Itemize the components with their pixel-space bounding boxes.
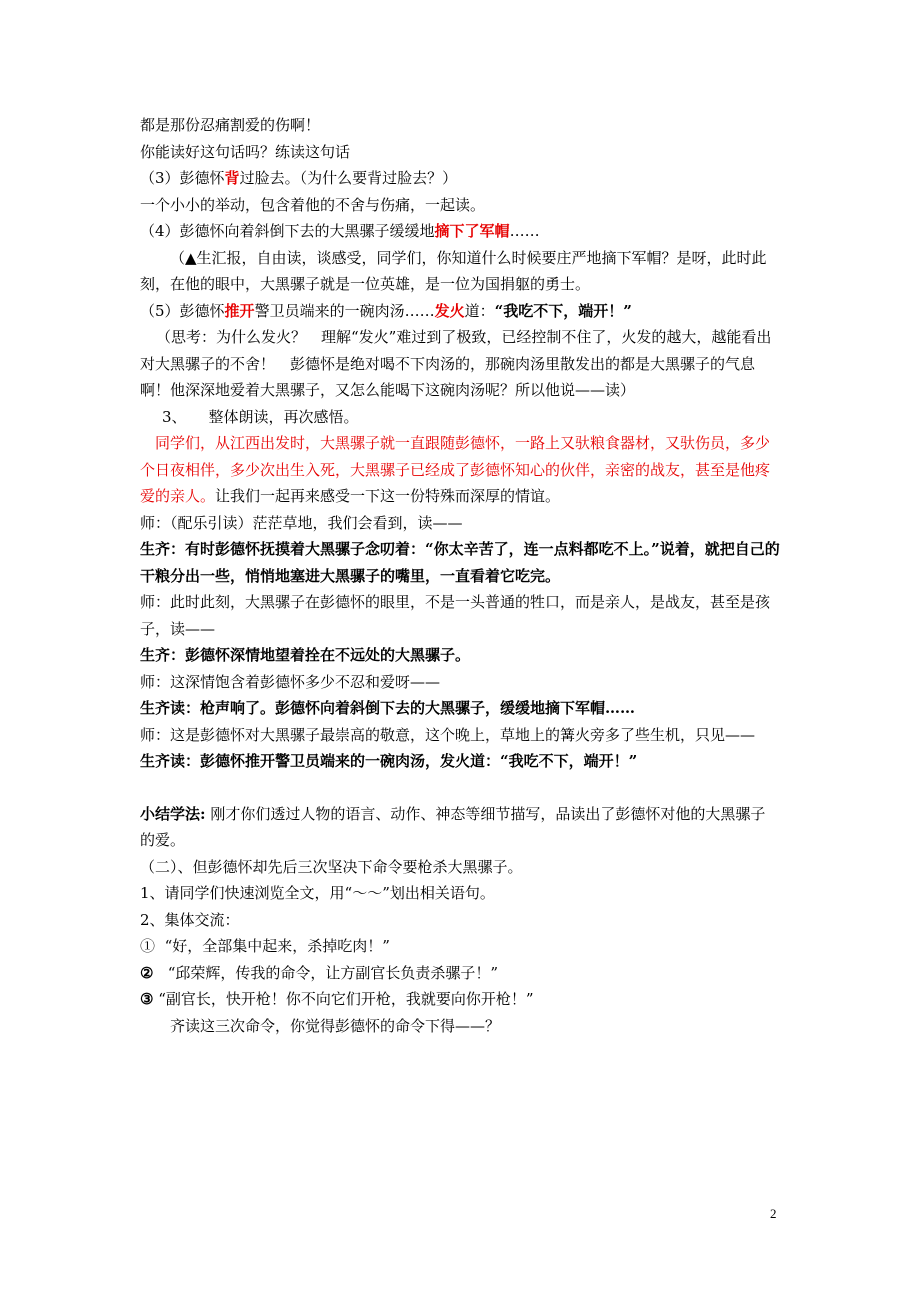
text-paragraph: [140, 801, 780, 854]
section-number: 3、: [162, 407, 187, 426]
text-line: （二）、但彭德怀却先后三次坚决下命令要枪杀大黑骡子。: [140, 857, 523, 876]
highlight-red: 摘下了军帽: [434, 222, 510, 240]
text-span: 警卫员端来的一碗肉汤……: [254, 301, 435, 320]
text-line: [140, 404, 780, 431]
text-line: 齐读这三次命令，你觉得彭德怀的命令下得——？: [170, 1016, 501, 1035]
text-line: 2、集体交流：: [140, 910, 240, 929]
text-line: [140, 748, 780, 775]
list-item: [140, 960, 780, 987]
text-paragraph: 师：此时此刻，大黑骡子在彭德怀的眼里，不是一头普通的牲口，而是亲人，是战友，甚至是孩子，读——: [140, 593, 771, 638]
text-line: [140, 298, 780, 325]
text-span: 过脸去。（为什么要背过脸去？）: [239, 169, 458, 187]
text-line: [140, 642, 780, 669]
section-title: 整体朗读，再次感悟。: [208, 407, 359, 426]
text-span: 枪声响了。彭德怀向着斜倒下去的大黑骡子，缓缓地摘下军帽……: [200, 699, 636, 717]
text-span: 道：: [464, 301, 495, 320]
document-body: [140, 112, 780, 1039]
text-paragraph: （思考：为什么发火？ 理解“发火”难过到了极致，已经控制不住了，火发的越大，越能看出对大黑骡子的不舍！ 彭德怀是绝对喝不下肉汤的，那碗肉汤里散发出的都是大黑骡子的气息啊！他深深地爱着大黑骡子，又怎么能喝下这碗肉汤呢？所以他说——读）: [140, 328, 772, 399]
text-paragraph: [140, 536, 780, 589]
speaker-label: 生齐：: [140, 646, 186, 664]
list-item: [140, 986, 780, 1013]
text-span: （4）彭德怀向着斜倒下去的大黑骡子缓缓地: [140, 222, 435, 240]
text-span: ……: [509, 222, 540, 240]
list-marker: ①: [140, 937, 156, 955]
text-line: 师：（配乐引读）茫茫草地，我们会看到，读——: [140, 513, 463, 532]
text-paragraph: [140, 430, 780, 510]
text-line: 师：这深情饱含着彭德怀多少不忍和爱呀——: [140, 672, 441, 691]
highlight-red: 背: [224, 169, 240, 187]
list-item: [140, 933, 780, 960]
text-line: 一个小小的举动，包含着他的不舍与伤痛，一起读。: [140, 195, 486, 214]
quote-bold: “我吃不下，端开！”: [494, 301, 632, 320]
text-line: 你能读好这句话吗？练读这句话: [140, 142, 351, 161]
text-line: 1、请同学们快速浏览全文，用“～～”划出相关语句。: [140, 884, 495, 902]
highlight-red: 推开: [224, 301, 255, 320]
text-line: [140, 218, 780, 245]
summary-label: 小结学法:: [140, 804, 206, 823]
text-span: 让我们一起再来感受一下这一份特殊而深厚的情谊。: [215, 487, 561, 505]
list-marker: ③: [140, 990, 154, 1008]
list-marker: ②: [140, 963, 154, 982]
highlight-red: 发火: [434, 301, 465, 320]
text-span: 彭德怀推开警卫员端来的一碗肉汤，发火道：“我吃不下，端开！”: [200, 752, 638, 770]
text-line: [140, 695, 780, 722]
text-paragraph: 师：这是彭德怀对大黑骡子最崇高的敬意，这个晚上，草地上的篝火旁多了些生机，只见——: [140, 725, 756, 744]
text-line: [140, 165, 780, 192]
blank-line: [140, 775, 780, 801]
speaker-label: 生齐读：: [140, 699, 201, 717]
text-span: “邱荣辉，传我的命令，让方副官长负责杀骡子！”: [167, 963, 499, 982]
text-span: 彭德怀深情地望着拴在不远处的大黑骡子。: [185, 646, 471, 664]
text-span: “副官长，快开枪！你不向它们开枪，我就要向你开枪！”: [158, 990, 534, 1008]
text-span: （3）彭德怀: [140, 169, 225, 187]
text-span: 刚才你们透过人物的语言、动作、神态等细节描写，品读出了彭德怀对他的大黑骡子的爱。: [140, 804, 766, 849]
page-number: 2: [770, 1206, 777, 1221]
speaker-label: 生齐：: [140, 540, 186, 558]
text-line: 都是那份忍痛割爱的伤啊！: [140, 116, 321, 134]
text-span: 有时彭德怀抚摸着大黑骡子念叨着：“你太辛苦了，连一点料都吃不上。”说着，就把自己的干粮分出一些，悄悄地塞进大黑骡子的嘴里，一直看着它吃完。: [140, 540, 780, 585]
text-red: 同学们，从江西出发时，大黑骡子就一直跟随彭德怀，一路上又驮粮食器材，又驮伤员，多少个日夜相伴，多少次出生入死，大黑骡子已经成了彭德怀知心的伙伴，亲密的战友，甚至是他疼爱的亲人。: [140, 434, 771, 505]
text-span: “好，全部集中起来，杀掉吃肉！”: [164, 937, 390, 955]
text-span: （5）彭德怀: [140, 301, 225, 320]
text-paragraph: （▲生汇报，自由读，谈感受，同学们，你知道什么时候要庄严地摘下军帽？是呀，此时此刻，在他的眼中，大黑骡子就是一位英雄，是一位为国捐躯的勇士。: [140, 248, 767, 293]
speaker-label: 生齐读：: [140, 752, 201, 770]
